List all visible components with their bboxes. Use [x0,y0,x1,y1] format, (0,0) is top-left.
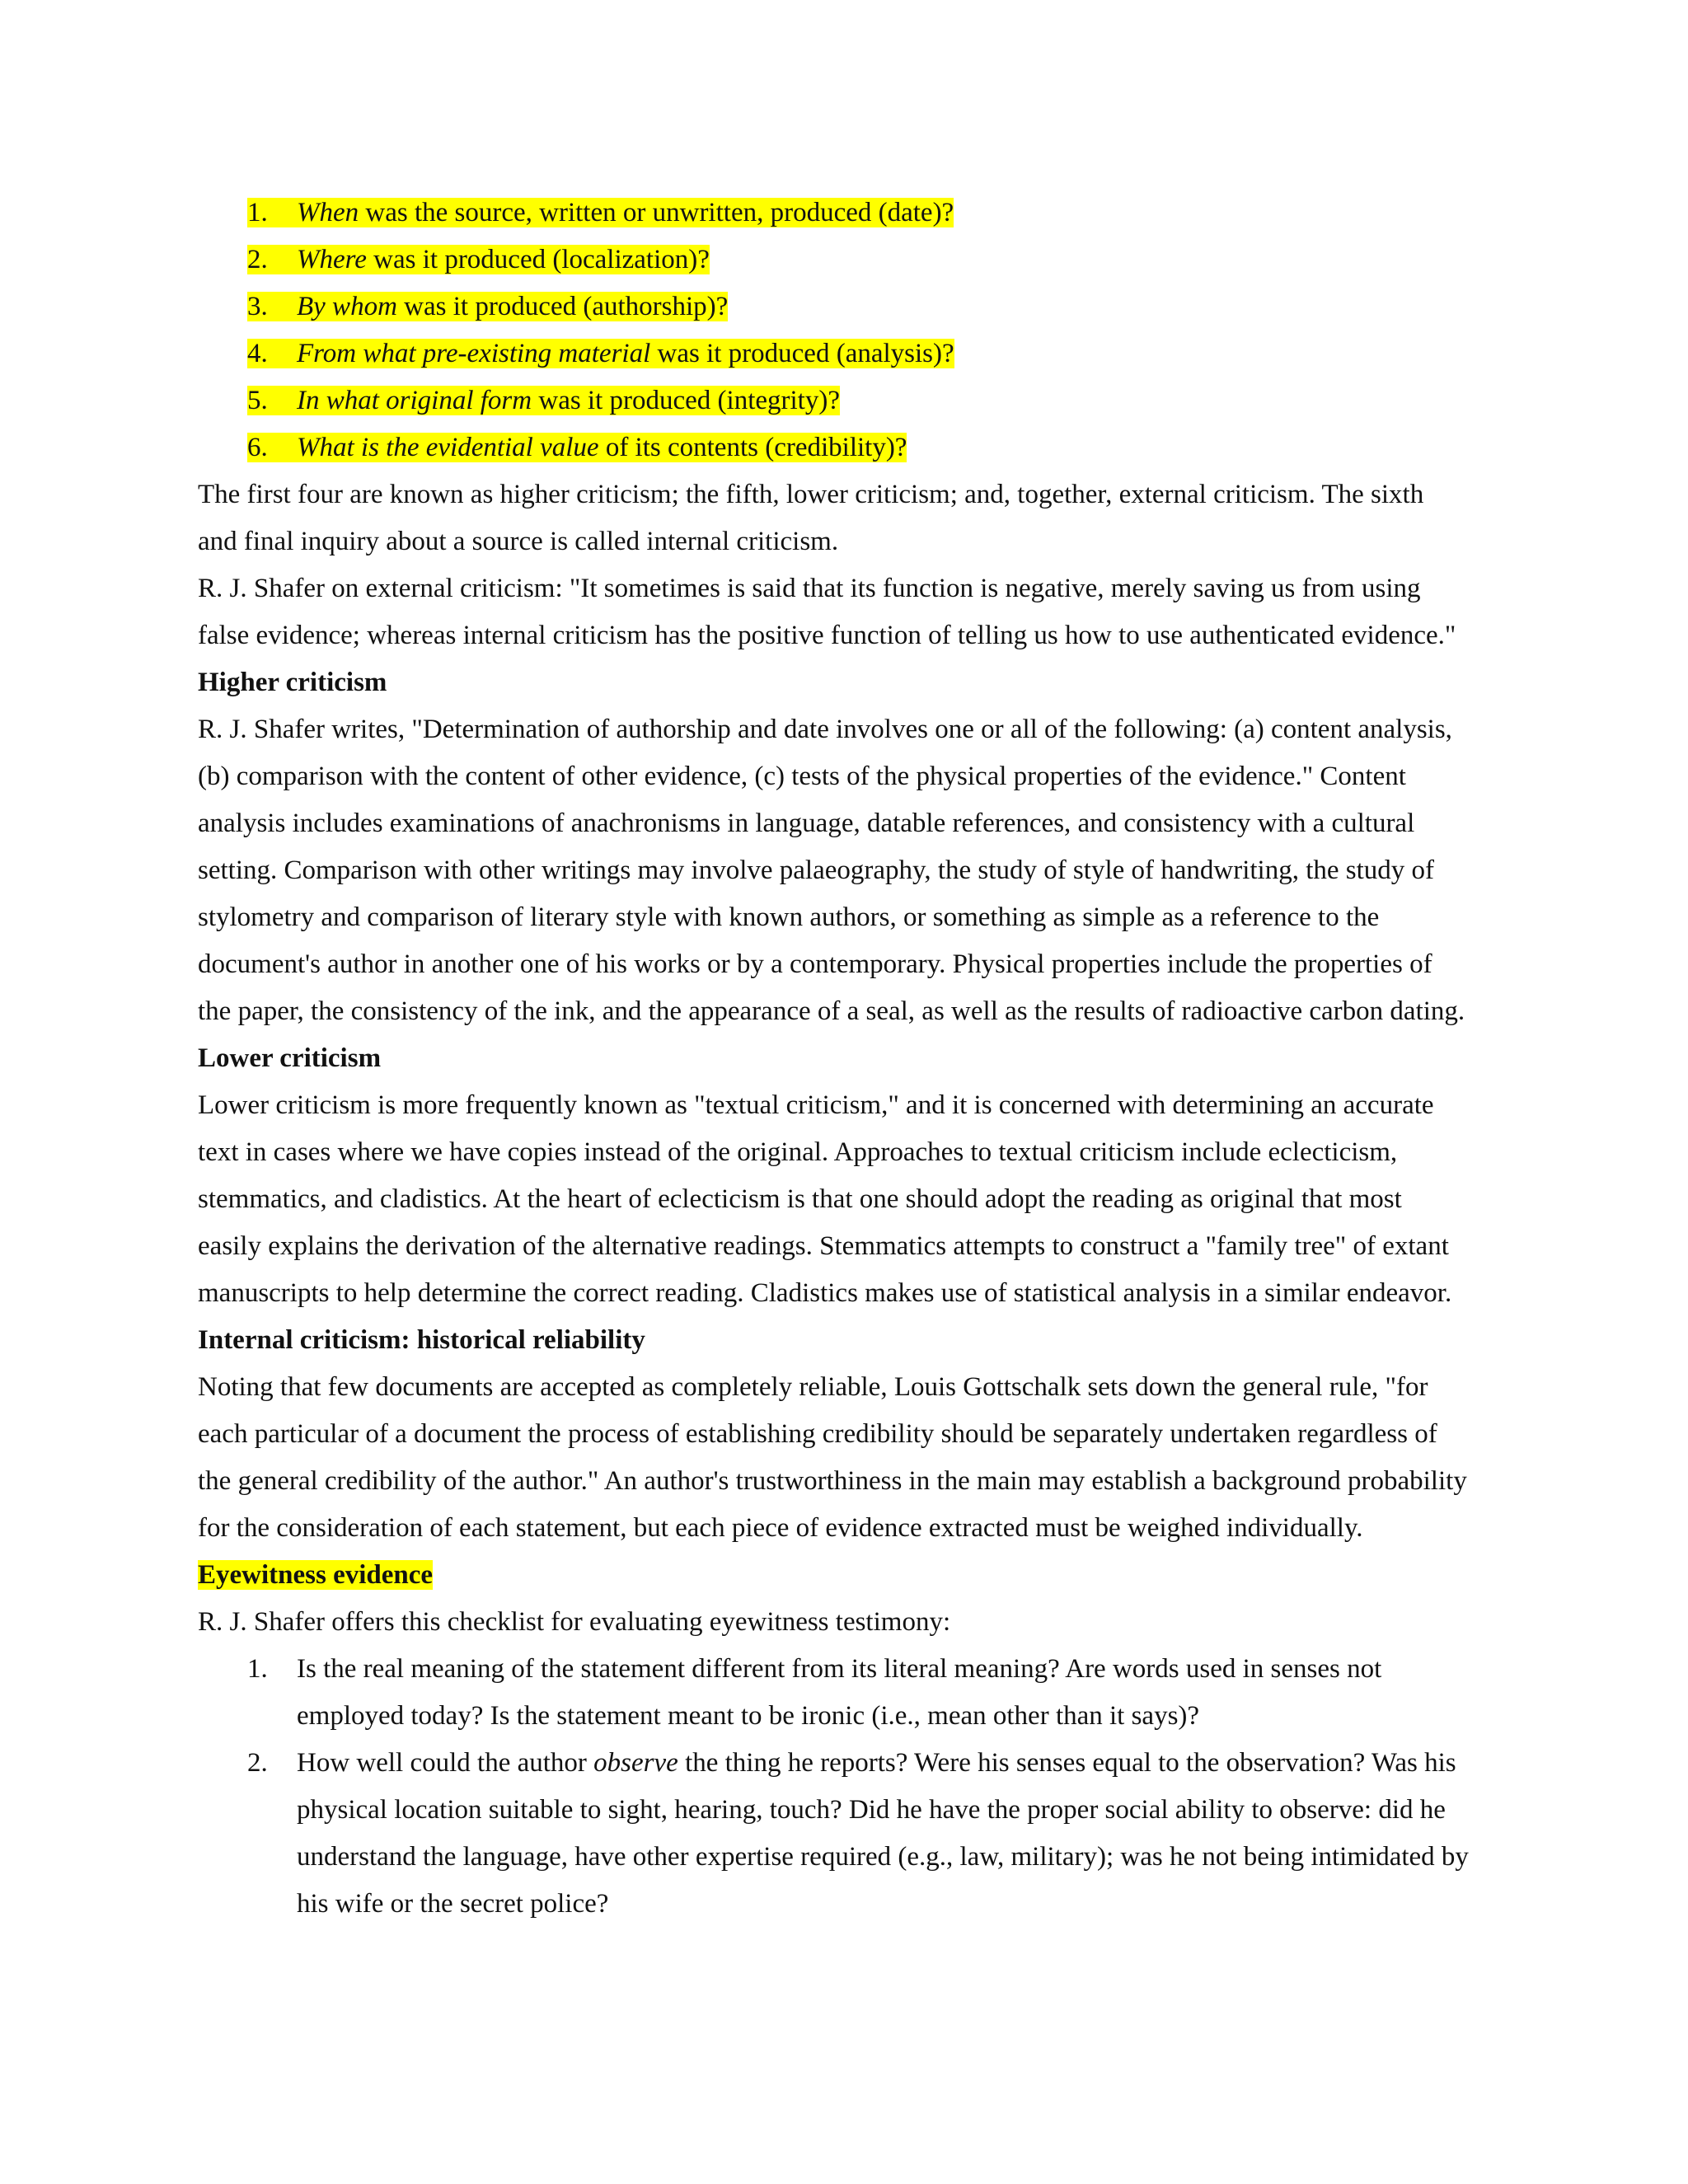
section-heading: Higher criticism [198,668,387,697]
paragraph-line: setting. Comparison with other writings may involve palaeography, the study of style of handwriting, the study of [198,855,1435,885]
paragraph-line: text in cases where we have copies instead of the original. Approaches to textual criticism include eclecticism, [198,1137,1398,1167]
paragraph-line: easily explains the derivation of the alternative readings. Stemmatics attempts to construct a "family tree" of extant [198,1231,1449,1261]
paragraph-line: R. J. Shafer writes, "Determination of authorship and date involves one or all of the following: (a) content analysis, [198,715,1452,744]
question-item: 3. By whom was it produced (authorship)? [247,292,729,321]
checklist-item-line: his wife or the secret police? [297,1889,609,1919]
paragraph-line: analysis includes examinations of anachronisms in language, datable references, and consistency with a cultural [198,808,1415,838]
question-item: 5. In what original form was it produced (integrity)? [247,386,840,415]
paragraph-line: and final inquiry about a source is called internal criticism. [198,527,839,556]
section-heading: Lower criticism [198,1043,382,1073]
paragraph-line: R. J. Shafer on external criticism: "It sometimes is said that its function is negative, merely saving us from using [198,574,1421,603]
question-item: 2. Where was it produced (localization)? [247,245,710,274]
paragraph-line: stemmatics, and cladistics. At the heart of eclecticism is that one should adopt the reading as original that most [198,1184,1402,1214]
paragraph-line: the general credibility of the author." An author's trustworthiness in the main may establish a background probability [198,1466,1467,1496]
question-item: 4. From what pre-existing material was it produced (analysis)? [247,339,954,368]
paragraph-line: false evidence; whereas internal criticism has the positive function of telling us how to use authenticated evidence." [198,621,1456,650]
paragraph-line: manuscripts to help determine the correct reading. Cladistics makes use of statistical analysis in a similar endeavor. [198,1278,1452,1308]
paragraph-line: stylometry and comparison of literary style with known authors, or something as simple as a reference to the [198,902,1380,932]
checklist-item: 1. Is the real meaning of the statement different from its literal meaning? Are words used in senses not [247,1654,1382,1684]
paragraph-line: The first four are known as higher criticism; the fifth, lower criticism; and, together, external criticism. The sixth [198,480,1424,509]
paragraph-line: document's author in another one of his works or by a contemporary. Physical properties include the properties of [198,949,1432,979]
paragraph-line: Lower criticism is more frequently known as "textual criticism," and it is concerned with determining an accurate [198,1090,1434,1120]
section-heading: Internal criticism: historical reliability [198,1325,645,1355]
checklist-item: 2. How well could the author observe the thing he reports? Were his senses equal to the observation? Was his [247,1748,1456,1778]
checklist-item-line: understand the language, have other expertise required (e.g., law, military); was he not being intimidated by [297,1842,1469,1872]
paragraph-line: (b) comparison with the content of other evidence, (c) tests of the physical properties of the evidence." Content [198,762,1406,791]
checklist-item-line: employed today? Is the statement meant to be ironic (i.e., mean other than it says)? [297,1701,1200,1731]
question-item: 1. When was the source, written or unwritten, produced (date)? [247,198,954,227]
section-heading: Eyewitness evidence [198,1560,434,1590]
paragraph-line: each particular of a document the process of establishing credibility should be separately undertaken regardless of [198,1419,1437,1449]
paragraph-line: the paper, the consistency of the ink, and the appearance of a seal, as well as the results of radioactive carbon dating. [198,996,1465,1026]
question-item: 6. What is the evidential value of its contents (credibility)? [247,433,907,462]
paragraph-line: for the consideration of each statement, but each piece of evidence extracted must be weighed individually. [198,1513,1363,1543]
paragraph-line: Noting that few documents are accepted as completely reliable, Louis Gottschalk sets down the general rule, "for [198,1372,1428,1402]
checklist-item-line: physical location suitable to sight, hearing, touch? Did he have the proper social ability to observe: did he [297,1795,1446,1825]
paragraph-line: R. J. Shafer offers this checklist for evaluating eyewitness testimony: [198,1607,951,1637]
